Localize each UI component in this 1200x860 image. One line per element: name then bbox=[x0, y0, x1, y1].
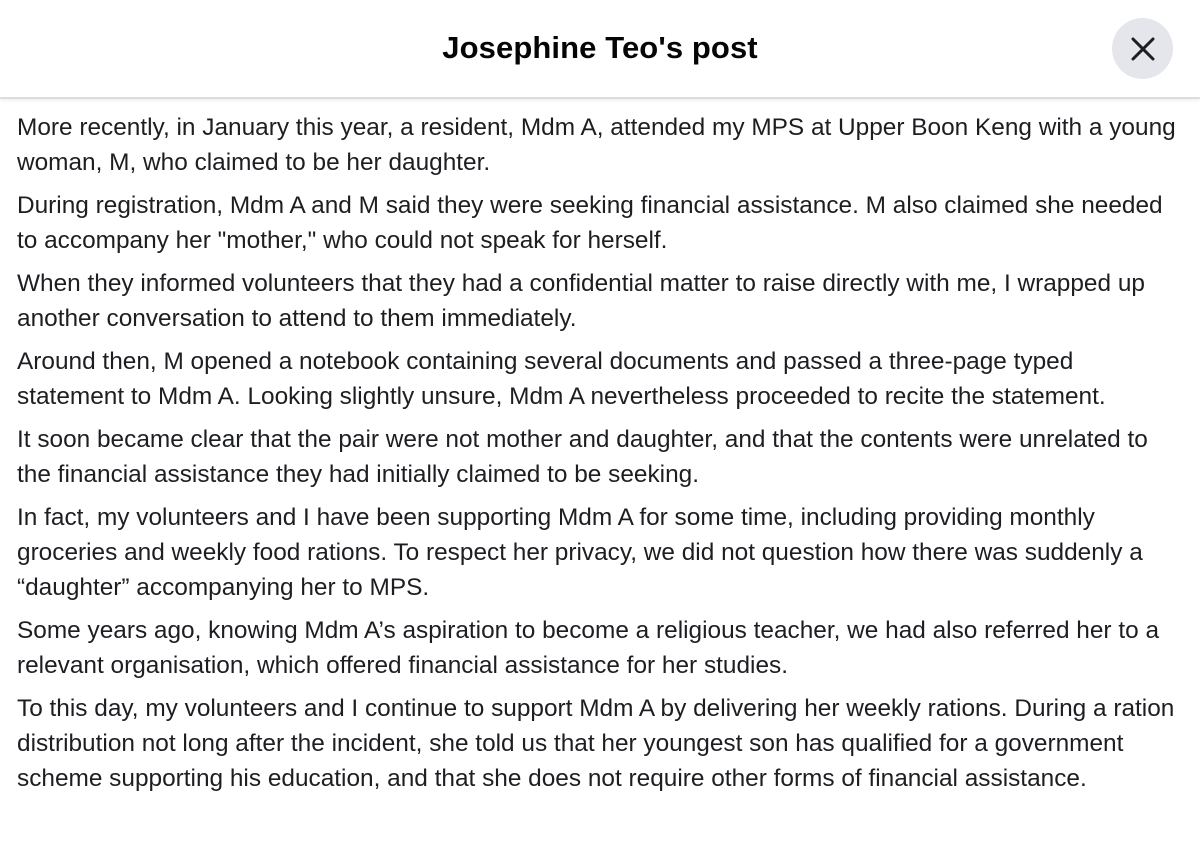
post-paragraph: Around then, M opened a notebook containing several documents and passed a three-page typed statement to Mdm A. Looking slightly unsure, Mdm A nevertheless proceeded to recite the statement. bbox=[17, 348, 1106, 410]
post-paragraph: Some years ago, knowing Mdm A’s aspiration to become a religious teacher, we had also referred her to a relevant organisation, which offered financial assistance for her studies. bbox=[17, 617, 1160, 679]
post-paragraph: More recently, in January this year, a resident, Mdm A, attended my MPS at Upper Boon Keng with a young woman, M, who claimed to be her daughter. bbox=[17, 114, 1176, 176]
post-paragraph: During registration, Mdm A and M said they were seeking financial assistance. M also claimed she needed to accompany her "mother," who could not speak for herself. bbox=[17, 192, 1163, 254]
close-button[interactable] bbox=[1112, 18, 1173, 79]
post-paragraph: In fact, my volunteers and I have been supporting Mdm A for some time, including providing monthly groceries and weekly food rations. To respect her privacy, we did not question how there was suddenly a “daughter” accompanying her to MPS. bbox=[17, 504, 1143, 601]
post-paragraph: When they informed volunteers that they had a confidential matter to raise directly with me, I wrapped up another conversation to attend to them immediately. bbox=[17, 270, 1145, 332]
close-icon bbox=[1130, 36, 1156, 62]
post-paragraph: It soon became clear that the pair were not mother and daughter, and that the contents were unrelated to the financial assistance they had initially claimed to be seeking. bbox=[17, 426, 1148, 488]
post-body bbox=[0, 99, 1200, 796]
dialog-title: Josephine Teo's post bbox=[442, 30, 758, 65]
post-paragraph: To this day, my volunteers and I continue to support Mdm A by delivering her weekly rations. During a ration distribution not long after the incident, she told us that her youngest son has qualified for a government scheme supporting his education, and that she does not require other forms of financial assistance. bbox=[17, 695, 1175, 792]
post-dialog-header bbox=[0, 0, 1200, 99]
